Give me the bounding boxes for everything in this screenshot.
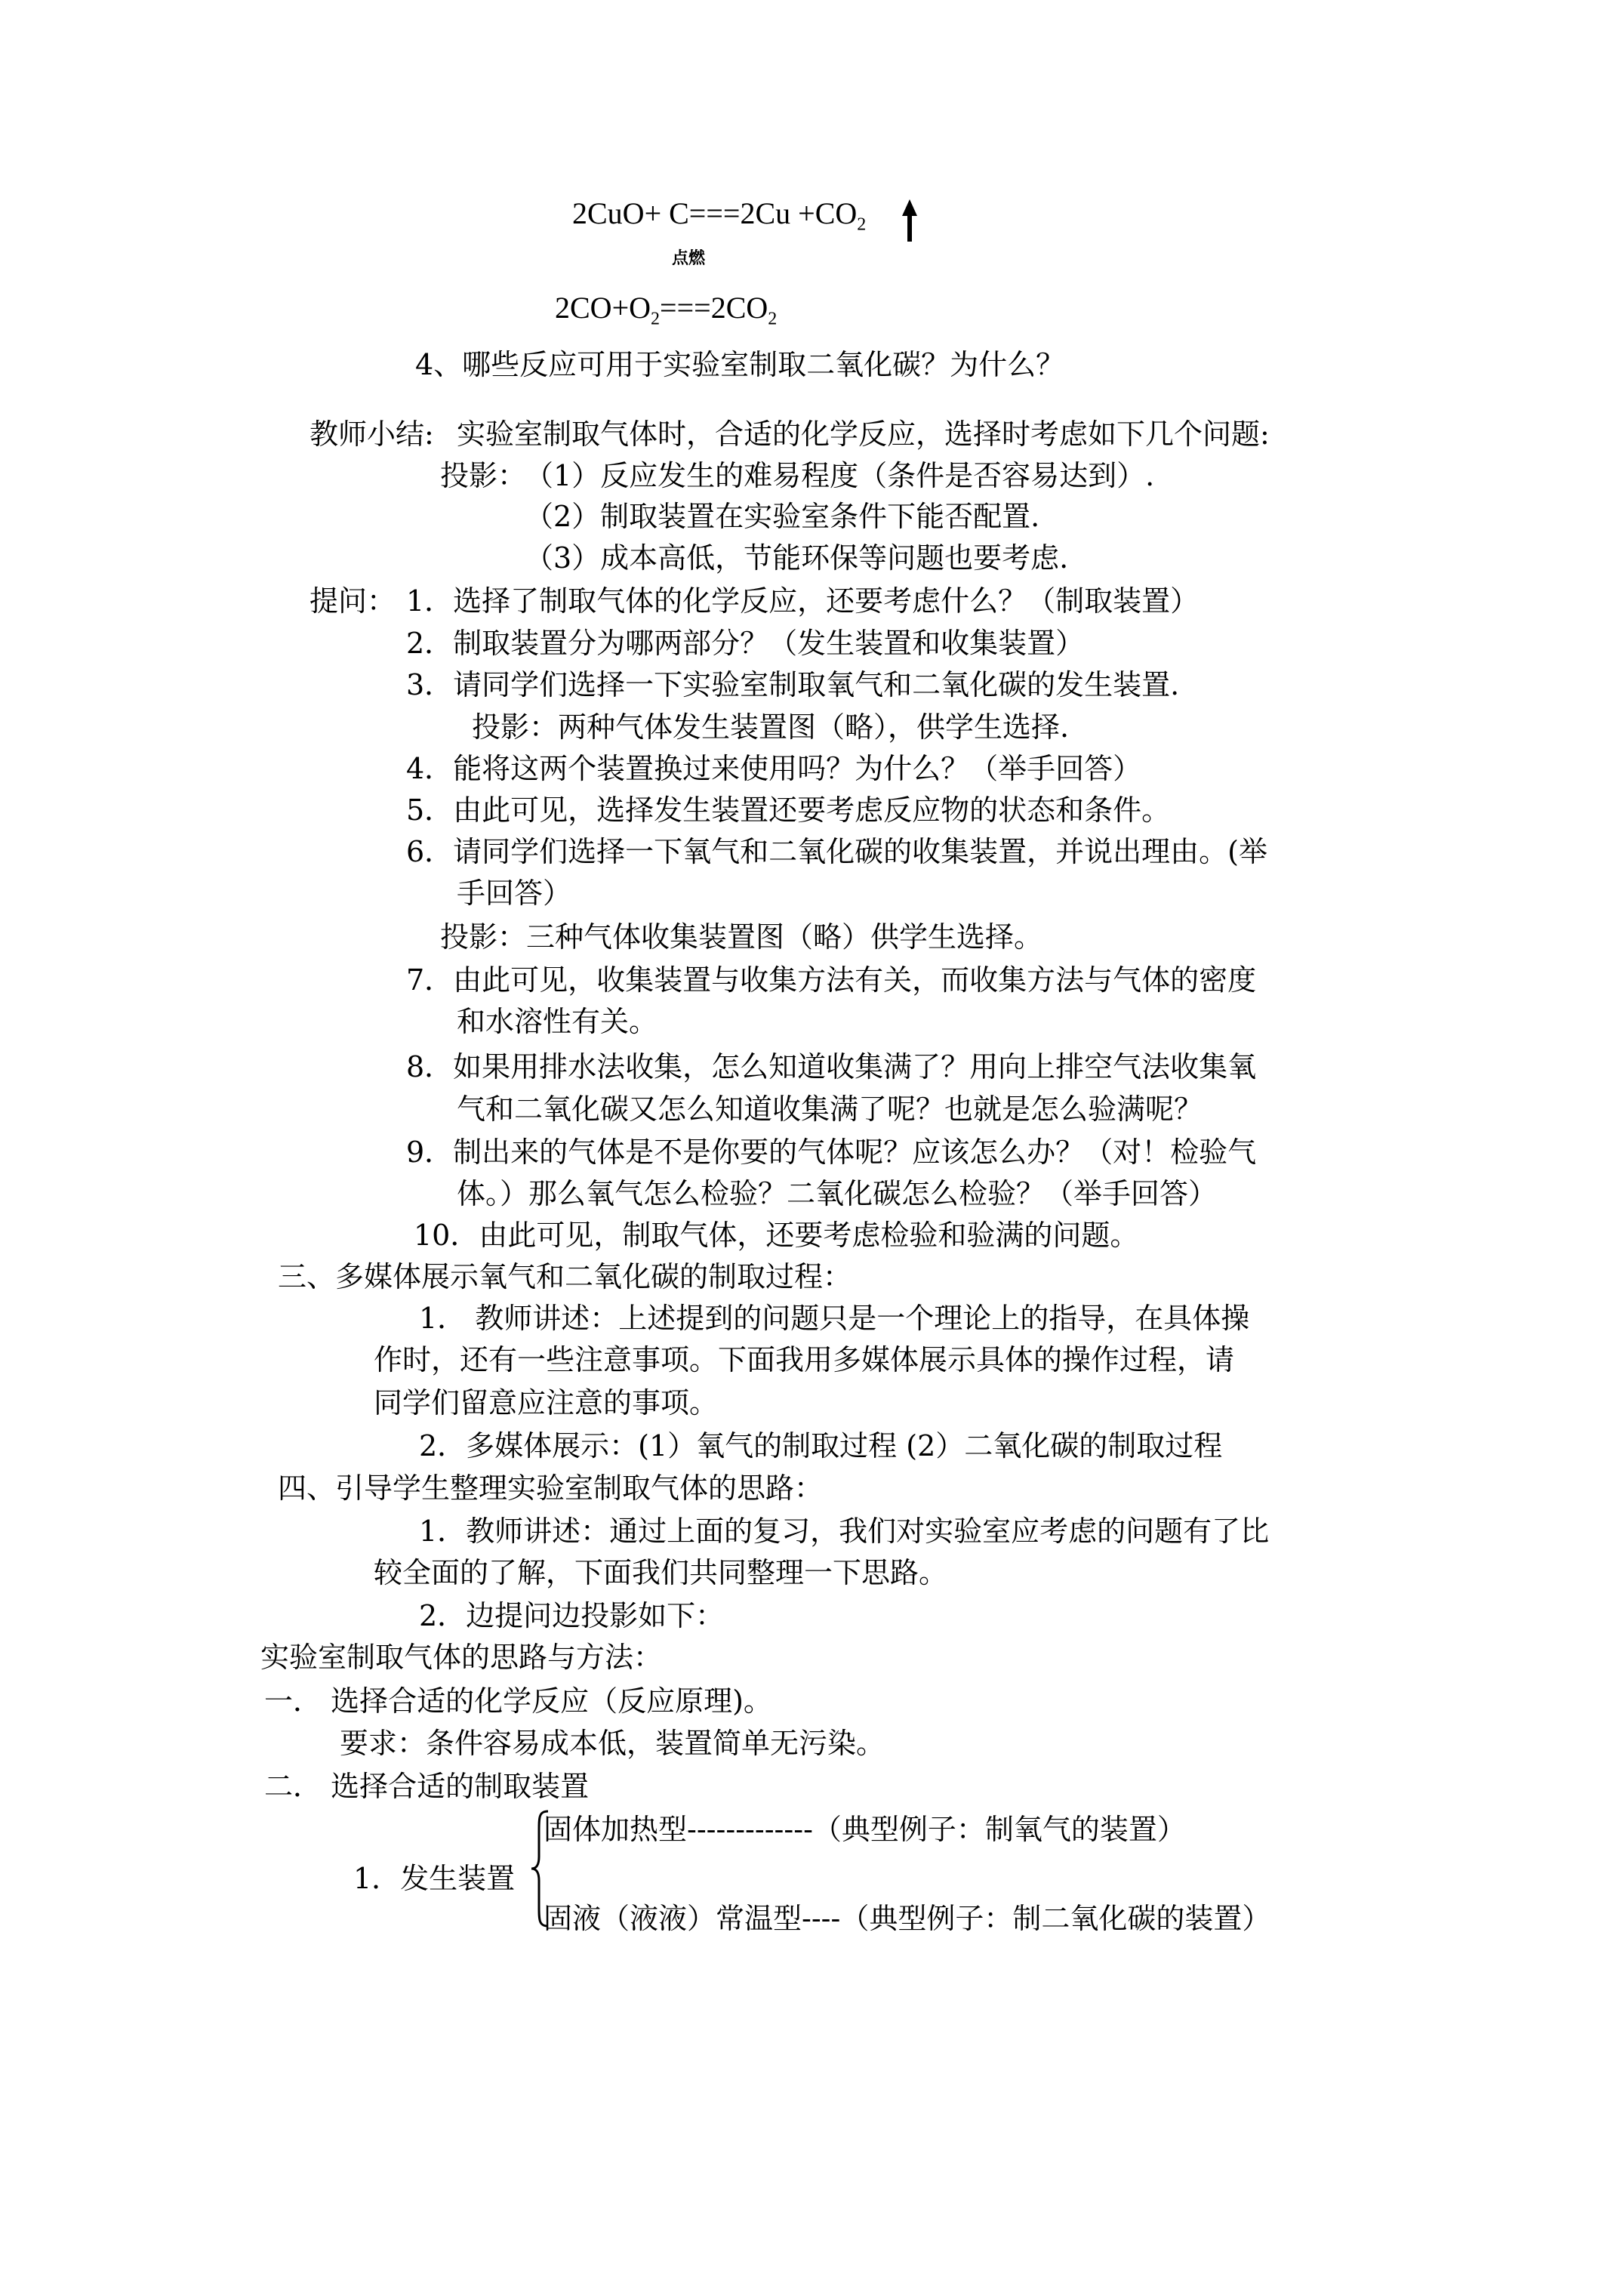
method-item-2: 二． 选择合适的制取装置 <box>264 1770 590 1803</box>
question-item-6-cont: 手回答） <box>457 877 572 910</box>
summary-item-3: （3）成本高低，节能环保等问题也要考虑. <box>525 541 1069 575</box>
question-item-6: 6．请同学们选择一下氧气和二氧化碳的收集装置，并说出理由。(举 <box>406 835 1268 868</box>
question-4: 4、哪些反应可用于实验室制取二氧化碳？为什么？ <box>415 348 1065 381</box>
method-item-1: 一． 选择合适的化学反应（反应原理)。 <box>264 1684 772 1718</box>
section-4-p1-line2: 较全面的了解，下面我们共同整理一下思路。 <box>374 1556 948 1589</box>
device-label-text: 1．发生装置 <box>353 1862 516 1895</box>
section-3-p1-line3: 同学们留意应注意的事项。 <box>374 1386 719 1419</box>
question-item-4: 4．能将这两个装置换过来使用吗？为什么？（举手回答） <box>406 752 1142 785</box>
question-item-1: 1．选择了制取气体的化学反应，还要考虑什么？（制取装置） <box>406 584 1200 618</box>
device-option-b: 固液（液液）常温型----（典型例子：制二氧化碳的装置） <box>544 1902 1271 1935</box>
equation-2: $2CO+O_2===2CO_2$ <box>555 291 778 329</box>
question-item-3: 3．请同学们选择一下实验室制取氧气和二氧化碳的发生装置. <box>406 668 1180 701</box>
summary-item-1: （1）反应发生的难易程度（条件是否容易达到）. <box>525 459 1155 492</box>
question-6-projection: 投影：三种气体收集装置图（略）供学生选择。 <box>440 920 1043 954</box>
question-item-5: 5．由此可见，选择发生装置还要考虑反应物的状态和条件。 <box>406 794 1171 827</box>
summary-label: 教师小结: <box>310 418 434 451</box>
question-item-10: 10．由此可见，制取气体，还要考虑检验和验满的问题。 <box>414 1219 1139 1252</box>
question-item-8: 8．如果用排水法收集，怎么知道收集满了？用向上排空气法收集氧 <box>406 1050 1257 1083</box>
method-item-1-requirement: 要求：条件容易成本低，装置简单无污染。 <box>340 1727 885 1760</box>
summary-text: 实验室制取气体时，合适的化学反应，选择时考虑如下几个问题: <box>457 418 1270 451</box>
equation-1: $2CuO+ C===2Cu +CO_2$ <box>572 196 867 235</box>
section-3-heading: 三、多媒体展示氧气和二氧化碳的制取过程： <box>278 1260 852 1293</box>
question-item-2: 2．制取装置分为哪两部分？（发生装置和收集装置） <box>406 627 1085 660</box>
questions-label: 提问： <box>310 584 396 618</box>
section-3-p1-line1: 1． 教师讲述：上述提到的问题只是一个理论上的指导，在具体操 <box>419 1302 1250 1335</box>
method-title: 实验室制取气体的思路与方法： <box>260 1641 663 1674</box>
question-item-7: 7．由此可见，收集装置与收集方法有关，而收集方法与气体的密度 <box>406 963 1257 997</box>
gas-up-arrow-icon <box>898 198 921 243</box>
projection-label: 投影： <box>440 459 527 492</box>
question-3-projection: 投影：两种气体发生装置图（略），供学生选择. <box>472 710 1070 744</box>
reaction-condition: 点燃 <box>672 249 706 268</box>
summary-item-2: （2）制取装置在实验室条件下能否配置. <box>525 500 1040 533</box>
question-item-9: 9．制出来的气体是不是你要的气体呢？应该怎么办？（对！检验气 <box>406 1136 1257 1169</box>
section-4-p1-line1: 1．教师讲述：通过上面的复习，我们对实验室应考虑的问题有了比 <box>419 1515 1270 1548</box>
question-item-8-cont: 气和二氧化碳又怎么知道收集满了呢？也就是怎么验满呢？ <box>457 1093 1203 1126</box>
section-3-p1-line2: 作时，还有一些注意事项。下面我用多媒体展示具体的操作过程，请 <box>374 1343 1235 1376</box>
device-option-a: 固体加热型-------------（典型例子：制氧气的装置） <box>544 1813 1186 1846</box>
device-label <box>353 1861 515 1896</box>
section-4-p2: 2．边提问边投影如下： <box>419 1599 725 1632</box>
question-item-9-cont: 体。）那么氧气怎么检验？二氧化碳怎么检验？（举手回答） <box>457 1177 1218 1210</box>
question-item-7-cont: 和水溶性有关。 <box>457 1005 658 1038</box>
section-4-heading: 四、引导学生整理实验室制取气体的思路： <box>278 1472 824 1505</box>
section-3-p2: 2．多媒体展示：(1）氧气的制取过程 (2）二氧化碳的制取过程 <box>419 1429 1223 1462</box>
